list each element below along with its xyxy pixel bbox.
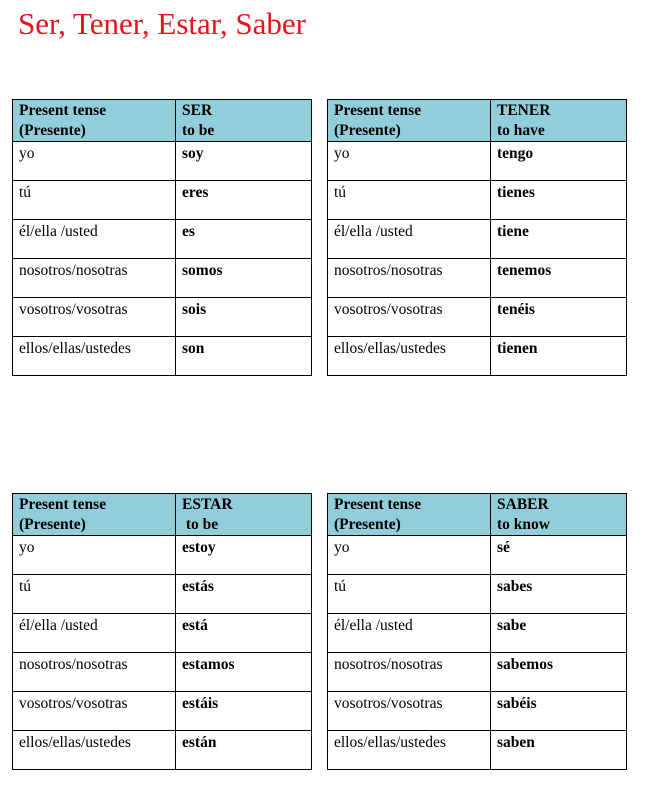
pronoun-cell: yo — [13, 142, 176, 181]
verb-translation: to be — [182, 516, 219, 533]
verb-form-cell: sé — [491, 536, 627, 575]
tener-conjugation-table — [327, 99, 627, 376]
pronoun-cell: ellos/ellas/ustedes — [328, 337, 491, 376]
pronoun-cell: nosotros/nosotras — [328, 259, 491, 298]
pronoun-cell: nosotros/nosotras — [13, 653, 176, 692]
tense-label: Present tense — [19, 496, 107, 513]
tense-header-cell — [13, 494, 176, 536]
verb-form-cell: está — [176, 614, 312, 653]
table-row — [328, 536, 627, 575]
verb-form-cell: estáis — [176, 692, 312, 731]
table-row — [328, 575, 627, 614]
verb-infinitive: SABER — [497, 496, 549, 513]
table-row — [328, 298, 627, 337]
table-header-row — [328, 100, 627, 142]
table-header-row — [13, 100, 312, 142]
table-row — [328, 653, 627, 692]
tense-label-spanish: (Presente) — [334, 122, 401, 139]
tense-label: Present tense — [19, 102, 107, 119]
saber-conjugation-table — [327, 493, 627, 770]
table-row — [13, 692, 312, 731]
pronoun-cell: él/ella /usted — [328, 614, 491, 653]
verb-infinitive: SER — [182, 102, 213, 119]
verb-form-cell: somos — [176, 259, 312, 298]
verb-form-cell: tiene — [491, 220, 627, 259]
table-row — [328, 181, 627, 220]
verb-form-cell: es — [176, 220, 312, 259]
ser-conjugation-table — [12, 99, 312, 376]
pronoun-cell: él/ella /usted — [13, 614, 176, 653]
verb-form-cell: sois — [176, 298, 312, 337]
verb-infinitive: ESTAR — [182, 496, 233, 513]
table-row — [13, 614, 312, 653]
verb-form-cell: tenéis — [491, 298, 627, 337]
table-row — [13, 142, 312, 181]
verb-header-cell — [176, 100, 312, 142]
tense-label: Present tense — [334, 102, 422, 119]
pronoun-cell: tú — [328, 575, 491, 614]
verb-form-cell: saben — [491, 731, 627, 770]
pronoun-cell: yo — [328, 142, 491, 181]
verb-form-cell: tienen — [491, 337, 627, 376]
table-row — [328, 692, 627, 731]
page-title: Ser, Tener, Estar, Saber — [18, 6, 306, 41]
verb-form-cell: sabéis — [491, 692, 627, 731]
verb-form-cell: sabe — [491, 614, 627, 653]
verb-header-cell — [491, 100, 627, 142]
pronoun-cell: yo — [328, 536, 491, 575]
tense-label-spanish: (Presente) — [19, 516, 86, 533]
pronoun-cell: nosotros/nosotras — [13, 259, 176, 298]
pronoun-cell: él/ella /usted — [328, 220, 491, 259]
table-row — [13, 536, 312, 575]
pronoun-cell: ellos/ellas/ustedes — [328, 731, 491, 770]
pronoun-cell: vosotros/vosotras — [328, 298, 491, 337]
verb-form-cell: soy — [176, 142, 312, 181]
pronoun-cell: tú — [13, 575, 176, 614]
verb-form-cell: estás — [176, 575, 312, 614]
verb-form-cell: tenemos — [491, 259, 627, 298]
verb-form-cell: eres — [176, 181, 312, 220]
verb-header-cell — [176, 494, 312, 536]
verb-form-cell: son — [176, 337, 312, 376]
pronoun-cell: yo — [13, 536, 176, 575]
table-row — [13, 575, 312, 614]
table-row — [13, 731, 312, 770]
table-row — [13, 220, 312, 259]
table-row — [328, 731, 627, 770]
pronoun-cell: tú — [13, 181, 176, 220]
table-row — [13, 259, 312, 298]
verb-form-cell: tienes — [491, 181, 627, 220]
pronoun-cell: él/ella /usted — [13, 220, 176, 259]
pronoun-cell: ellos/ellas/ustedes — [13, 337, 176, 376]
tense-label-spanish: (Presente) — [19, 122, 86, 139]
verb-form-cell: sabes — [491, 575, 627, 614]
estar-conjugation-table — [12, 493, 312, 770]
table-row — [328, 220, 627, 259]
verb-form-cell: tengo — [491, 142, 627, 181]
tense-label: Present tense — [334, 496, 422, 513]
table-row — [328, 614, 627, 653]
pronoun-cell: ellos/ellas/ustedes — [13, 731, 176, 770]
tense-label-spanish: (Presente) — [334, 516, 401, 533]
verb-translation: to have — [497, 122, 545, 139]
table-row — [13, 181, 312, 220]
verb-form-cell: están — [176, 731, 312, 770]
table-row — [328, 259, 627, 298]
pronoun-cell: vosotros/vosotras — [13, 692, 176, 731]
pronoun-cell: vosotros/vosotras — [328, 692, 491, 731]
table-header-row — [328, 494, 627, 536]
verb-form-cell: estoy — [176, 536, 312, 575]
verb-translation: to know — [497, 516, 550, 533]
verb-translation: to be — [182, 122, 215, 139]
verb-infinitive: TENER — [497, 102, 551, 119]
pronoun-cell: vosotros/vosotras — [13, 298, 176, 337]
table-row — [13, 298, 312, 337]
verb-form-cell: estamos — [176, 653, 312, 692]
table-row — [328, 142, 627, 181]
tense-header-cell — [328, 494, 491, 536]
table-row — [328, 337, 627, 376]
table-row — [13, 337, 312, 376]
pronoun-cell: nosotros/nosotras — [328, 653, 491, 692]
table-header-row — [13, 494, 312, 536]
pronoun-cell: tú — [328, 181, 491, 220]
tense-header-cell — [13, 100, 176, 142]
verb-header-cell — [491, 494, 627, 536]
tense-header-cell — [328, 100, 491, 142]
table-row — [13, 653, 312, 692]
verb-form-cell: sabemos — [491, 653, 627, 692]
